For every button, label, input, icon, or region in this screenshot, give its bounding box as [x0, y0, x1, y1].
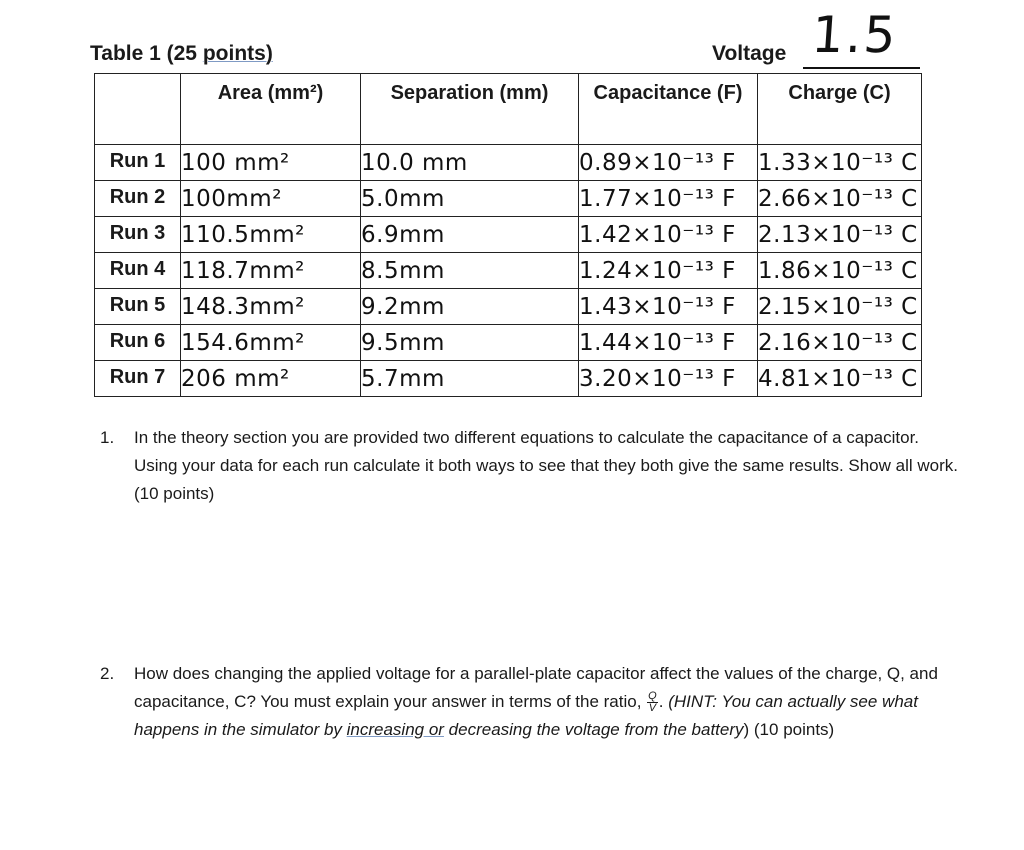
- capacitance-value: 1.43×10⁻¹³ F: [579, 293, 736, 320]
- table-row: [95, 181, 922, 217]
- capacitance-value: 1.44×10⁻¹³ F: [579, 329, 736, 356]
- question-2: [100, 660, 960, 744]
- charge-value: 1.86×10⁻¹³ C: [758, 257, 918, 284]
- data-table: [94, 73, 922, 397]
- charge-value: 2.15×10⁻¹³ C: [758, 293, 918, 320]
- ratio-fraction: [647, 691, 658, 714]
- run-label: Run 5: [95, 289, 181, 325]
- voltage-label: Voltage: [712, 42, 787, 65]
- run-label: Run 6: [95, 325, 181, 361]
- run-label: Run 2: [95, 181, 181, 217]
- separation-value: 9.5mm: [361, 329, 445, 356]
- area-value: 100 mm²: [181, 149, 290, 176]
- table-header-row: [95, 74, 922, 145]
- charge-value: 2.16×10⁻¹³ C: [758, 329, 918, 356]
- capacitance-value: 1.77×10⁻¹³ F: [579, 185, 736, 212]
- fraction-numerator: Q: [648, 690, 657, 703]
- table-title-prefix: Table 1 (25: [90, 42, 203, 65]
- table-title: [90, 42, 273, 66]
- header-cell-area: Area (mm²): [181, 74, 361, 145]
- table-row: [95, 325, 922, 361]
- separation-value: 9.2mm: [361, 293, 445, 320]
- table-row: [95, 145, 922, 181]
- header-cell-separation: Separation (mm): [361, 74, 579, 145]
- hint-text-b: decreasing the voltage from the battery: [443, 720, 744, 739]
- table-title-points: points): [202, 42, 273, 65]
- header-cell-capacitance: Capacitance (F): [579, 74, 758, 145]
- area-value: 148.3mm²: [181, 293, 305, 320]
- fraction-denominator: V: [648, 702, 657, 715]
- separation-value: 5.7mm: [361, 365, 445, 392]
- area-value: 110.5mm²: [181, 221, 305, 248]
- run-label: Run 4: [95, 253, 181, 289]
- table-row: [95, 361, 922, 397]
- hint-text-underlined: increasing or: [346, 720, 444, 739]
- question-number: 2.: [100, 664, 115, 683]
- area-value: 154.6mm²: [181, 329, 305, 356]
- voltage-value: 1.5: [809, 6, 900, 64]
- run-label: Run 7: [95, 361, 181, 397]
- run-label: Run 3: [95, 217, 181, 253]
- run-label: Run 1: [95, 145, 181, 181]
- area-value: 118.7mm²: [181, 257, 305, 284]
- separation-value: 5.0mm: [361, 185, 445, 212]
- hint-text-a: (HINT: You can actually see what happens in the simulator by: [134, 692, 918, 739]
- table-row: [95, 253, 922, 289]
- charge-value: 2.13×10⁻¹³ C: [758, 221, 918, 248]
- area-value: 206 mm²: [181, 365, 290, 392]
- charge-value: 4.81×10⁻¹³ C: [758, 365, 918, 392]
- charge-value: 1.33×10⁻¹³ C: [758, 149, 918, 176]
- separation-value: 10.0 mm: [361, 149, 468, 176]
- question-text: In the theory section you are provided two different equations to calculate the capacitance of a capacitor. Using your data for each run calculate it both ways to see that they both give the same results. Show all work. (10 points): [134, 428, 958, 503]
- question-text: [134, 660, 960, 744]
- capacitance-value: 3.20×10⁻¹³ F: [579, 365, 736, 392]
- charge-value: 2.66×10⁻¹³ C: [758, 185, 918, 212]
- capacitance-value: 0.89×10⁻¹³ F: [579, 149, 736, 176]
- table-row: [95, 289, 922, 325]
- question-text-b: .: [658, 692, 669, 711]
- voltage-underline: [803, 67, 920, 69]
- question-number: 1.: [100, 428, 115, 447]
- question-text-a: How does changing the applied voltage for a parallel-plate capacitor affect the values of the charge, Q, and capacitance, C? You must explain your answer in terms of the ratio,: [134, 664, 938, 711]
- table-row: [95, 217, 922, 253]
- question-text-c: ) (10 points): [743, 720, 835, 739]
- separation-value: 6.9mm: [361, 221, 445, 248]
- capacitance-value: 1.42×10⁻¹³ F: [579, 221, 736, 248]
- header-cell-charge: Charge (C): [758, 74, 922, 145]
- header-cell-run: [95, 74, 181, 145]
- separation-value: 8.5mm: [361, 257, 445, 284]
- area-value: 100mm²: [181, 185, 282, 212]
- question-1: [100, 424, 960, 508]
- capacitance-value: 1.24×10⁻¹³ F: [579, 257, 736, 284]
